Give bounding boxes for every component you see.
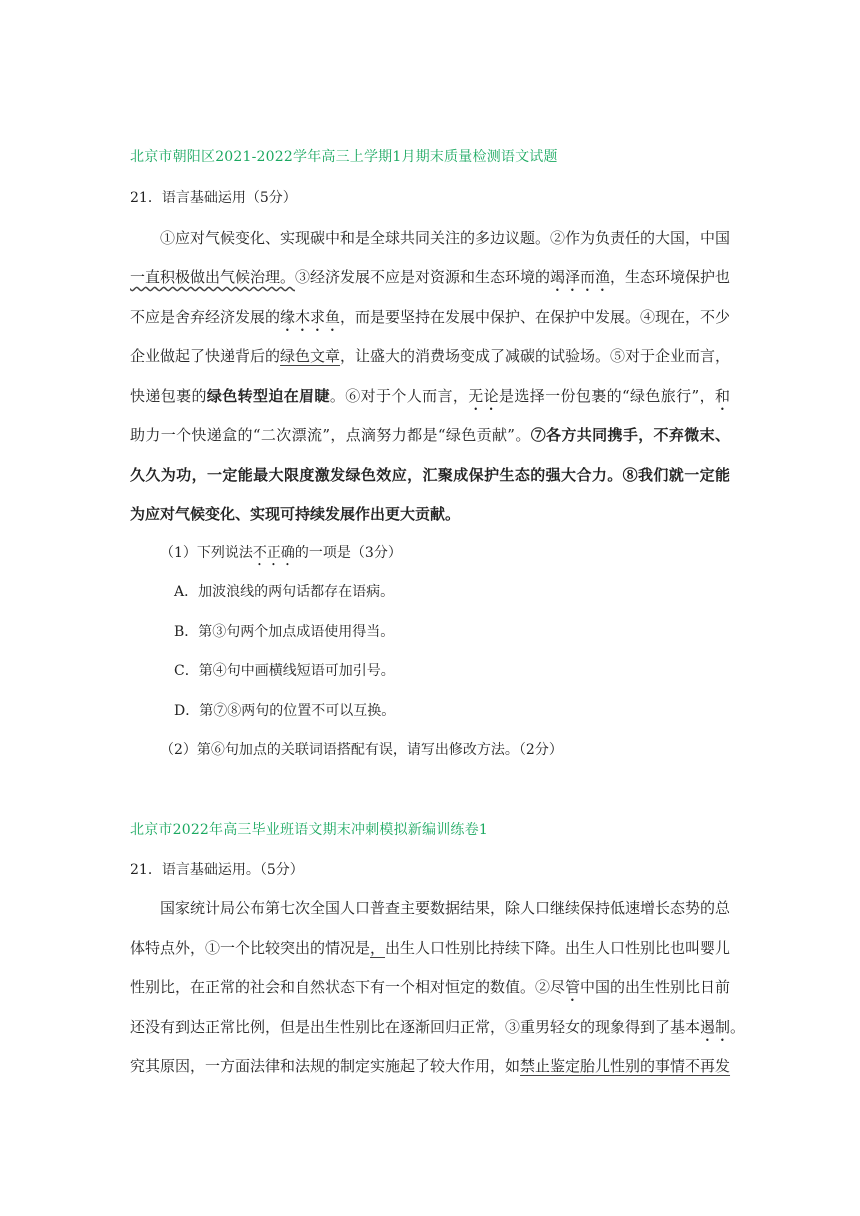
sub-question-1 [160, 543, 402, 569]
dotted-conjunction: 无论 [468, 387, 499, 405]
passage-line [130, 266, 730, 295]
wavy-sentence: 一直积极做出气候治理。 [130, 268, 296, 286]
text-run: 。 [730, 1018, 746, 1036]
passage-line [160, 897, 730, 919]
passage-line [130, 345, 730, 367]
passage-line [130, 1016, 746, 1045]
text-run: 不应是舍弃经济发展的 [130, 308, 281, 326]
source-title-1: 北京市朝阳区2021-2022学年高三上学期1月期末质量检测语文试题 [130, 149, 558, 165]
bold-sentence: ⑦各方共同携手，不弃微末、 [530, 426, 730, 444]
dotted-conjunction: 和 [714, 387, 730, 405]
option-d: D．第⑦⑧两句的位置不可以互换。 [174, 703, 396, 719]
text-run: 国家统计局公布第七次全国人口普查主要数据结果，除人口继续保持低速增长态势的总 [160, 899, 731, 917]
bold-sentence: 为应对气候变化、实现可持续发展作出更大贡献。 [130, 505, 461, 523]
sub-question-2: （2）第⑥句加点的关联词语搭配有误，请写出修改方法。（2分） [160, 742, 563, 758]
dotted-char: 制 [715, 1018, 731, 1036]
option-b: B．第③句两个加点成语使用得当。 [174, 624, 395, 640]
text-run: ①应对气候变化、实现碳中和是全球共同关注的多边议题。②作为负责任的大国，中国 [160, 229, 731, 247]
text-run: ，生态环境保护也 [610, 268, 731, 286]
passage-line [130, 937, 730, 959]
dotted-idiom: 竭泽而渔 [550, 268, 611, 286]
text-run: 还没有到达正常比例，但是出生性别比在逐渐回归正常，③重男轻女的现象得到了基本 [130, 1018, 701, 1036]
bold-sentence: 久久为功，一定能最大限度激发绿色效应，汇聚成保护生态的强大合力。⑧我们就一定能 [130, 466, 730, 484]
underlined-punctuation: ， [370, 939, 386, 957]
text-run: 的一项是（3分） [294, 545, 402, 561]
passage-line [130, 464, 730, 486]
text-run: 。⑥对于个人而言， [329, 387, 469, 405]
bold-phrase: 绿色转型迫在眉睫 [206, 387, 330, 405]
passage-line [130, 503, 730, 525]
dotted-char: 遏 [700, 1018, 716, 1036]
dotted-idiom: 缘木求鱼 [280, 308, 341, 326]
text-run: 中国的出生性别比日前 [580, 978, 731, 996]
passage-line [130, 424, 730, 446]
text-run: 是选择一份包裹的“绿色旅行”， [499, 387, 715, 405]
underlined-phrase: 禁止鉴定胎儿性别的事情不再发 [520, 1057, 731, 1075]
question-heading-2: 21．语言基础运用。（5分） [130, 862, 304, 878]
passage-line [130, 306, 730, 335]
underlined-phrase: 绿色文章 [280, 347, 341, 365]
text-run: 性别比，在正常的社会和自然状态下有一个相对恒定的数值。②尽 [130, 978, 566, 996]
text-run: ③经济发展不应是对资源和生态环境的 [295, 268, 551, 286]
text-run: 体特点外，①一个比较突出的情况是 [130, 939, 371, 957]
text-run: 究其原因，一方面法律和法规的制定实施起了较大作用，如 [130, 1057, 521, 1075]
question-heading-1: 21．语言基础运用（5分） [130, 190, 297, 206]
passage-line [130, 976, 730, 1005]
text-run: （1）下列说法 [160, 545, 253, 561]
passage-line [160, 227, 730, 249]
dotted-emphasis: 不正确 [252, 545, 295, 561]
text-run: 助力一个快递盒的“二次漂流”，点滴努力都是“绿色贡献”。 [130, 426, 531, 444]
text-run: ，而是要坚持在发展中保护、在保护中发展。④现在，不少 [340, 308, 731, 326]
passage-line [130, 1055, 730, 1077]
dotted-char: 管 [565, 978, 581, 996]
option-c: C．第④句中画横线短语可加引号。 [174, 663, 395, 679]
text-run: 出生人口性别比持续下降。出生人口性别比也叫婴儿 [385, 939, 731, 957]
passage-line [130, 385, 730, 414]
option-a: A．加波浪线的两句话都存在语病。 [174, 584, 395, 600]
source-title-2: 北京市2022年高三毕业班语文期末冲刺模拟新编训练卷1 [130, 822, 488, 838]
text-run: 快递包裹的 [130, 387, 207, 405]
text-run: 企业做起了快递背后的 [130, 347, 281, 365]
text-run: ，让盛大的消费场变成了减碳的试验场。⑤对于企业而言， [340, 347, 731, 365]
